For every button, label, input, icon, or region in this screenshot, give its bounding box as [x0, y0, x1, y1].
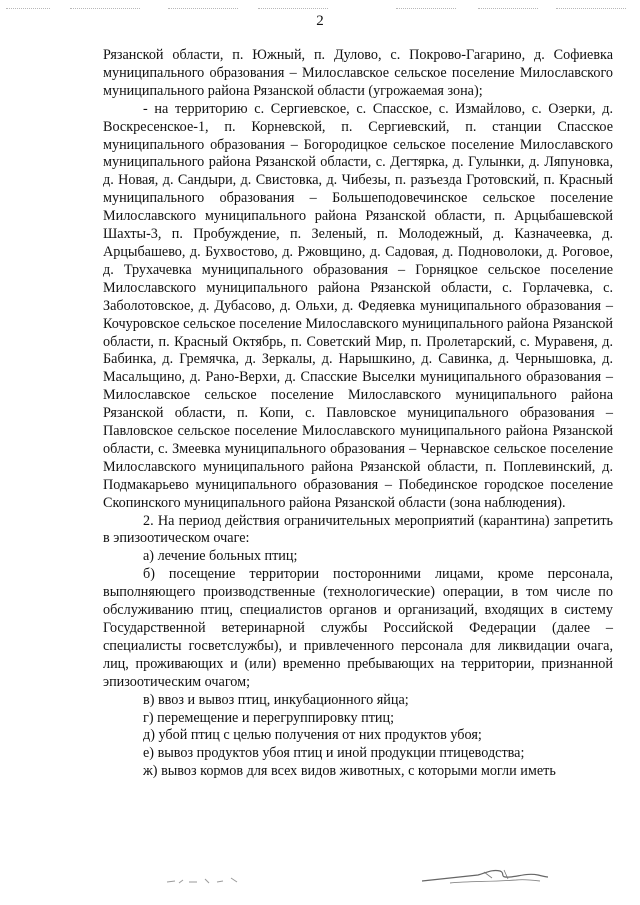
- scan-artifact-line: [258, 8, 328, 9]
- scan-artifact-line: [70, 8, 140, 9]
- paragraph-item-2: 2. На период действия ограничительных мероприятий (карантина) запретить в эпизоотическом очаге:: [103, 512, 613, 547]
- paragraph-continuation: Рязанской области, п. Южный, п. Дулово, с. Покрово-Гагарино, д. Софиевка муниципального образования – Милославское сельское поселение Милославского муниципального района Рязанской области (угрожаемая зона);: [103, 47, 613, 99]
- list-item-e: е) вывоз продуктов убоя птиц и иной продукции птицеводства;: [143, 745, 525, 762]
- scan-artifact-line: [396, 8, 456, 9]
- page-number: 2: [316, 13, 324, 29]
- scan-artifact-line: [168, 8, 238, 9]
- scan-smudge: [165, 873, 245, 887]
- document-body: [103, 47, 613, 781]
- list-item-zh: ж) вывоз кормов для всех видов животных, с которыми могли иметь: [143, 763, 556, 780]
- scan-artifact-line: [6, 8, 50, 9]
- scan-artifact-line: [556, 8, 626, 9]
- list-item-g: г) перемещение и перегруппировку птиц;: [143, 709, 395, 726]
- list-item-b: б) посещение территории посторонними лицами, кроме персонала, выполняющего производственные (технологические) операции, в том числе по обслуживанию птиц, специалистов органов и организаций, входящих в систему Государственной ветеринарной службы Российской Федерации (далее – специалисты госветслужбы), и привлеченного персонала для ликвидации очага, лиц, проживающих и (или) временно пребывающих на территории, признанной эпизоотическим очагом;: [103, 566, 613, 690]
- scan-artifact-line: [478, 8, 538, 9]
- list-item-v: в) ввоз и вывоз птиц, инкубационного яйца;: [143, 691, 409, 708]
- signature-scribble: [420, 865, 550, 887]
- list-item-a: а) лечение больных птиц;: [143, 548, 298, 565]
- list-item-d: д) убой птиц с целью получения от них продуктов убоя;: [143, 727, 482, 744]
- paragraph-observation-zone: - на территорию с. Сергиевское, с. Спасское, с. Измайлово, с. Озерки, д. Воскресенское-1, п. Корневской, п. Сергиевский, п. станции Спасское муниципального образования – Богородицкое сельское поселение Милославского муниципального района Рязанской области, с. Дегтярка, д. Гулынки, д. Ляпуновка, д. Новая, д. Сандыри, д. Свистовка, д. Чибезы, п. разъезда Гротовский, п. Красный муниципального образования – Большеподовечинское сельское поселение Милославского муниципального района Рязанской области, п. Арцыбашевской Шахты-3, п. Пробуждение, п. Зеленый, п. Молодежный, д. Казначеевка, д. Арцыбашево, д. Бухвостово, д. Ржовщино, д. Садовая, д. Подноволоки, д. Роговое, д. Трухачевка муниципального образования – Горняцкое сельское поселение Милославского муниципального района Рязанской области, с. Горлачевка, с. Заболотовское, д. Дубасово, д. Ольхи, д. Федяевка муниципального образования – Кочуровское сельское поселение Милославского муниципального района Рязанской области, п. Красный Октябрь, п. Советский Мир, п. Пролетарский, с. Муравеня, д. Бабинка, д. Гремячка, д. Зеркалы, д. Нарышкино, д. Савинка, д. Чернышовка, д. Масальщино, д. Рано-Верхи, д. Спасские Выселки муниципального образования – Милославское сельское поселение Милославского муниципального района Рязанской области, п. Копи, с. Павловское муниципального образования – Павловское сельское поселение Милославского муниципального района Рязанской области, с. Змеевка муниципального образования – Чернавское сельское поселение Милославского муниципального района Рязанской области, п. Поплевинский, д. Подмакарьево муниципального образования – Побединское городское поселение Скопинского муниципального района Рязанской области (зона наблюдения).: [103, 100, 613, 511]
